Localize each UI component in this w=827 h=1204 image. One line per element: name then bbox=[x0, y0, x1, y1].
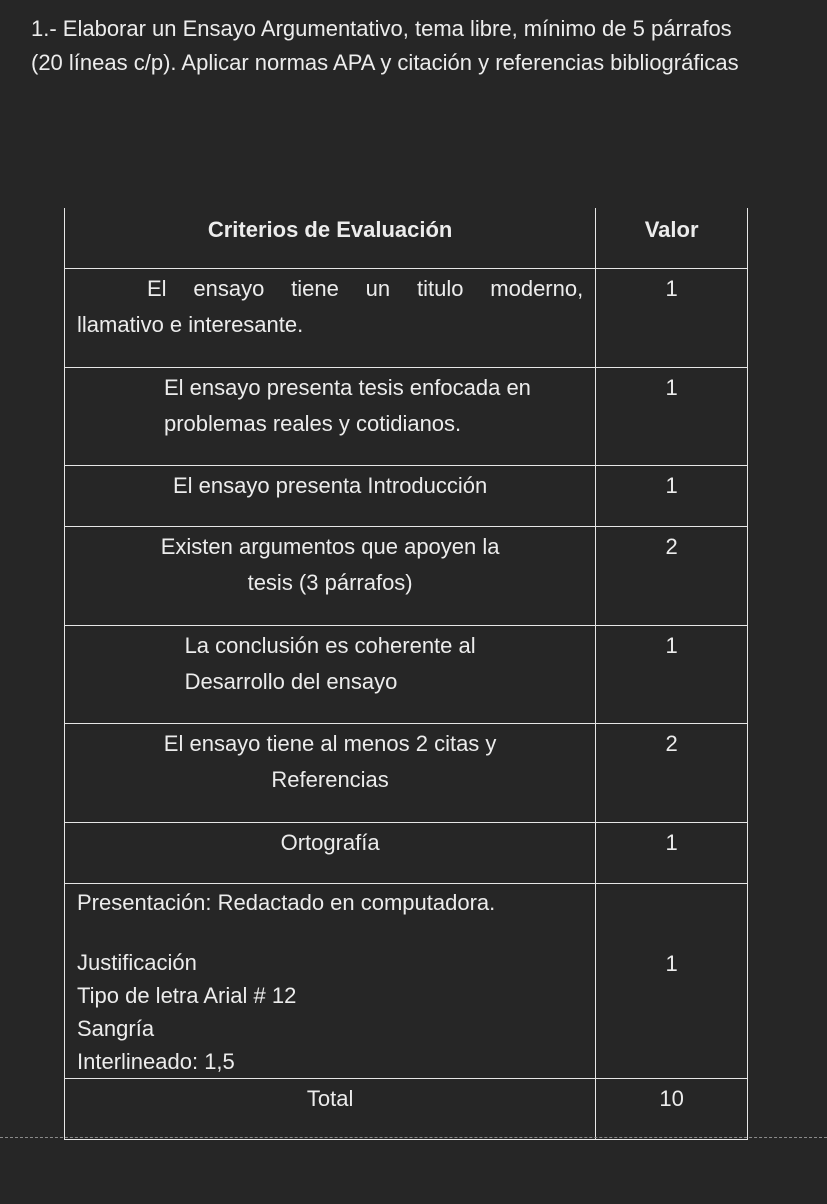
table-row bbox=[65, 526, 748, 625]
criteria-column-header: Criterios de Evaluación bbox=[65, 208, 596, 268]
criteria-cell bbox=[65, 822, 596, 883]
value-cell: 1 bbox=[596, 367, 748, 465]
criteria-cell bbox=[65, 526, 596, 625]
criteria-cell bbox=[65, 367, 596, 465]
table-row bbox=[65, 465, 748, 526]
page-break-divider bbox=[0, 1137, 827, 1138]
criteria-line: Ortografía bbox=[280, 829, 380, 855]
criteria-line: El ensayo presenta tesis enfocada en bbox=[164, 374, 531, 400]
criteria-line: La conclusión es coherente al bbox=[184, 632, 476, 658]
value-cell: 2 bbox=[596, 526, 748, 625]
instruction-line-2: (20 líneas c/p). Aplicar normas APA y citación y referencias bibliográficas bbox=[31, 50, 739, 75]
criteria-cell bbox=[65, 625, 596, 723]
evaluation-rubric-table bbox=[64, 208, 748, 1140]
value-cell: 1 bbox=[596, 465, 748, 526]
value-cell: 1 bbox=[596, 822, 748, 883]
criteria-line: Desarrollo del ensayo bbox=[184, 668, 398, 694]
table-header-row bbox=[65, 208, 748, 268]
total-row bbox=[65, 1078, 748, 1139]
presentation-title: Presentación: Redactado en computadora. bbox=[77, 889, 496, 915]
presentation-criteria-cell bbox=[65, 883, 596, 1078]
criteria-line: El ensayo tiene al menos 2 citas y bbox=[163, 730, 497, 756]
criteria-cell bbox=[65, 465, 596, 526]
criteria-line: problemas reales y cotidianos. bbox=[164, 410, 462, 436]
instruction-line-1: 1.- Elaborar un Ensayo Argumentativo, tema libre, mínimo de 5 párrafos bbox=[31, 16, 732, 41]
table-row bbox=[65, 822, 748, 883]
presentation-item: Justificación bbox=[77, 949, 197, 975]
value-cell: 1 bbox=[596, 625, 748, 723]
total-label: Total bbox=[65, 1078, 596, 1139]
presentation-item: Interlineado: 1,5 bbox=[77, 1048, 235, 1074]
criteria-line: El ensayo tiene un titulo moderno, bbox=[147, 275, 584, 301]
presentation-item: Tipo de letra Arial # 12 bbox=[77, 982, 297, 1008]
total-value: 10 bbox=[596, 1078, 748, 1139]
assignment-instruction bbox=[31, 12, 827, 80]
criteria-line: El ensayo presenta Introducción bbox=[172, 472, 488, 498]
criteria-cell bbox=[65, 723, 596, 822]
criteria-line: llamativo e interesante. bbox=[77, 311, 304, 337]
blank-spacer bbox=[77, 919, 583, 946]
criteria-text-block bbox=[185, 628, 476, 700]
table-row bbox=[65, 268, 748, 367]
criteria-cell bbox=[65, 268, 596, 367]
table-row bbox=[65, 367, 748, 465]
table-row bbox=[65, 723, 748, 822]
presentation-item: Sangría bbox=[77, 1015, 155, 1041]
criteria-line: Existen argumentos que apoyen la bbox=[160, 533, 500, 559]
value-cell: 2 bbox=[596, 723, 748, 822]
value-column-header: Valor bbox=[596, 208, 748, 268]
criteria-line: tesis (3 párrafos) bbox=[247, 569, 413, 595]
value-cell: 1 bbox=[596, 268, 748, 367]
table-row bbox=[65, 625, 748, 723]
criteria-line: Referencias bbox=[271, 766, 389, 792]
presentation-value-cell: 1 bbox=[596, 883, 748, 1078]
presentation-row bbox=[65, 883, 748, 1078]
